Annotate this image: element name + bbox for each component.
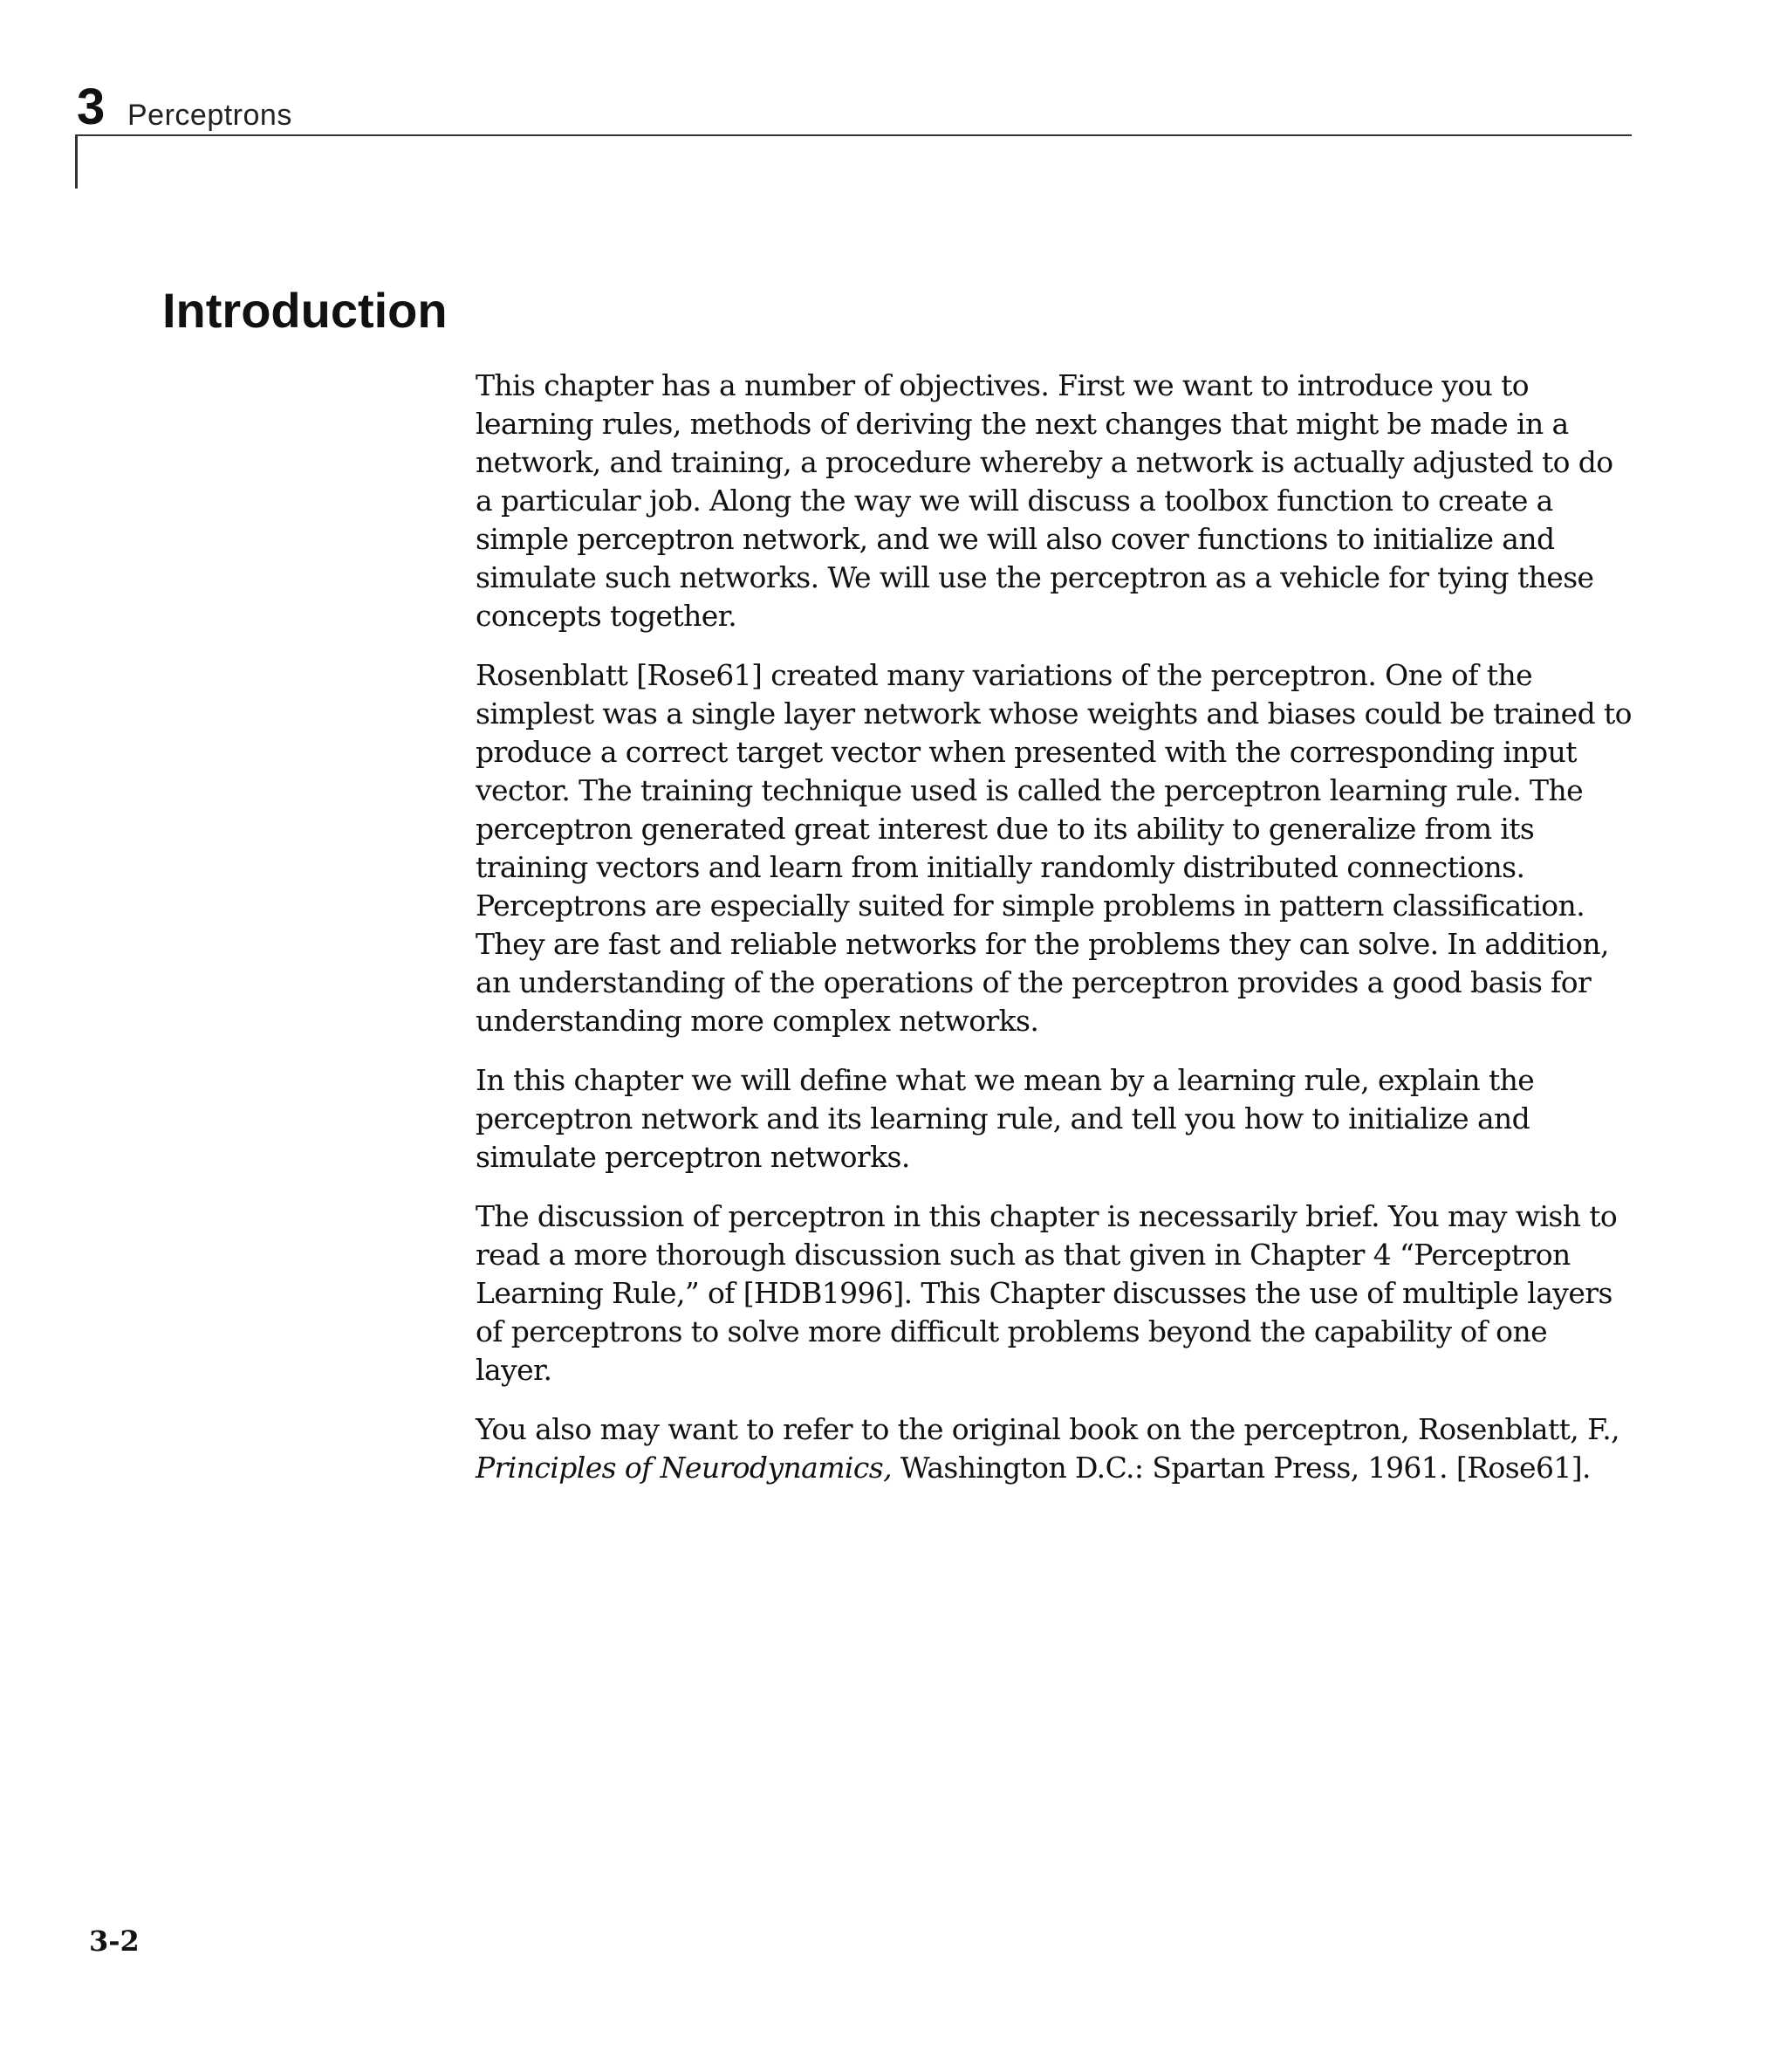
page-number: 3-2: [89, 1924, 140, 1958]
header-margin-tick: [75, 134, 78, 189]
section-heading: Introduction: [162, 283, 448, 338]
body-text: [476, 367, 1632, 1508]
chapter-number: 3: [77, 79, 106, 135]
paragraph-reference: [476, 1410, 1632, 1487]
paragraph-objectives: This chapter has a number of objectives. First we want to introduce you to learning rules, methods of deriving the next changes that might be made in a network, and training, a procedure whereby a network is actually adjusted to do a particular job. Along the way we will discuss a toolbox function to create a simple perceptron network, and we will also cover functions to initialize and simulate such networks. We will use the perceptron as a vehicle for tying these concepts together.: [476, 368, 1613, 633]
paragraph-rosenblatt: Rosenblatt [Rose61] created many variations of the perceptron. One of the simplest was a single layer network whose weights and biases could be trained to produce a correct target vector when presented with the corresponding input vector. The training technique used is called the perceptron learning rule. The perceptron generated great interest due to its ability to generalize from its training vectors and learn from initially randomly distributed connections. Perceptrons are especially suited for simple problems in pattern classification. They are fast and reliable networks for the problems they can solve. In addition, an understanding of the operations of the perceptron provides a good basis for understanding more complex networks.: [476, 658, 1632, 1038]
paragraph-chapter-scope: In this chapter we will define what we mean by a learning rule, explain the perceptron network and its learning rule, and tell you how to initialize and simulate perceptron networks.: [476, 1063, 1535, 1174]
chapter-title: Perceptrons: [127, 99, 292, 132]
reference-text-before: You also may want to refer to the original book on the perceptron, Rosenblatt, F.,: [476, 1412, 1620, 1446]
paragraph-further-reading: The discussion of perceptron in this chapter is necessarily brief. You may wish to read a more thorough discussion such as that given in Chapter 4 “Perceptron Learning Rule,” of [HDB1996]. This Chapter discusses the use of multiple layers of perceptrons to solve more difficult problems beyond the capability of one layer.: [476, 1199, 1618, 1387]
running-head: [77, 79, 1632, 136]
book-title: Principles of Neurodynamics,: [476, 1451, 892, 1485]
reference-text-after: Washington D.C.: Spartan Press, 1961. [Rose61].: [891, 1451, 1591, 1485]
header-rule: [77, 134, 1632, 136]
